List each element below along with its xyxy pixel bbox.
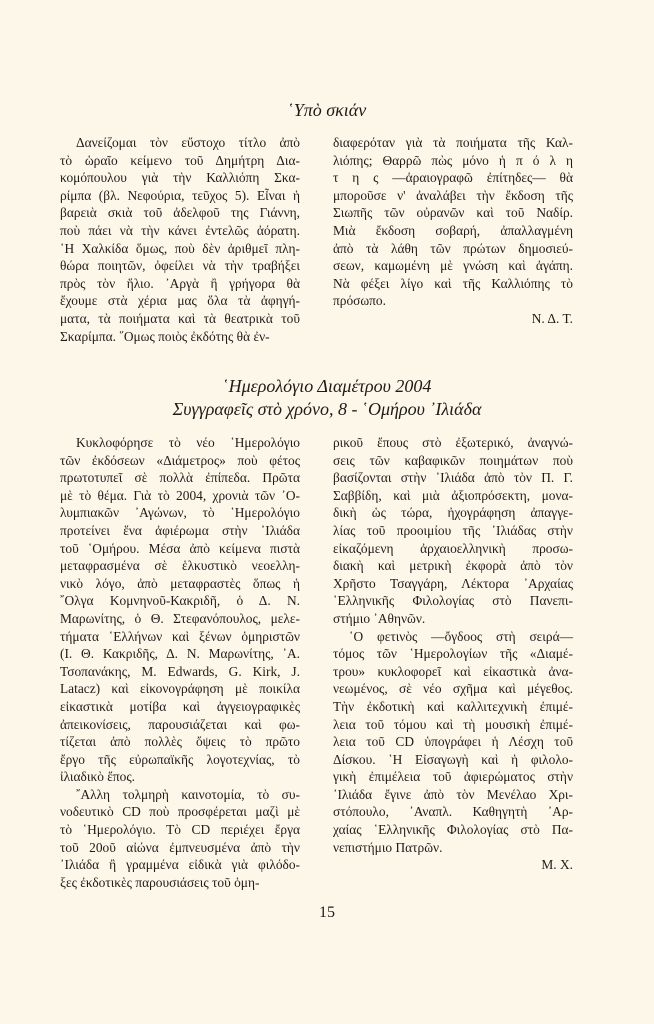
text-line: βασίζονται στὴν ᾿Ιλιάδα ἀπὸ τὸν Π. Γ. (333, 470, 573, 486)
text-line: ματα, τὰ ποιήματα καὶ τὰ θεατρικὰ τοῦ (60, 310, 300, 326)
article2-title-line2: Συγγραφεῖς στὸ χρόνο, 8 - ῾Ομήρου ᾿Ιλιάδα (172, 399, 482, 419)
article2-title-line1: ῾Ημερολόγιο Διαμέτρου 2004 (222, 376, 432, 396)
text-line: δικὴ ὡς τώρα, ἠχογράφηση ἀπαγγε- (333, 505, 573, 521)
text-line: μποροῦσε ν' ἀναλάβει τὴν ἔκδοση τῆς (333, 187, 573, 203)
article1-left-column (60, 134, 300, 345)
text-line: ῾Ελληνικῆς Φιλολογίας στὸ Πανεπι- (333, 593, 573, 609)
text-line: τοῦ ῾Ομήρου. Μέσα ἀπὸ κείμενα πιστὰ (60, 540, 300, 556)
text-line: λεια τοῦ τόμου καὶ τὴ μουσικὴ ἐπιμέ- (333, 716, 573, 732)
text-line: τήματα ῾Ελλήνων καὶ ξένων ὁμηριστῶν (60, 628, 300, 644)
text-line: ἔργο τῆς εὐρωπαϊκῆς λογοτεχνίας, τὸ (60, 751, 300, 767)
text-line: διακὴ καὶ μετρικὴ ἐκφορὰ ἀπὸ τὸν (333, 558, 573, 574)
text-line: ᾿Ιλιάδα ἔγινε ἀπὸ τὸν Μενέλαο Χρι- (333, 786, 573, 802)
text-line: τῶν ἐκδόσεων «Διάμετρος» ποὺ φέτος (60, 452, 300, 468)
text-line: μεταφρασμένα σὲ ἑλκυστικὸ νεοελλη- (60, 558, 300, 574)
text-line: νοδευτικὸ CD ποὺ προσφέρεται μαζὶ μὲ (60, 804, 300, 820)
article2-left-column (60, 434, 300, 891)
text-line: ῾Η Χαλκίδα ὅμως, ποὺ δὲν ἀριθμεῖ πλη- (60, 240, 300, 256)
text-line: εἰκαστικὰ μοτίβα καὶ ἀγγειογραφικὲς (60, 698, 300, 714)
text-line: χαίας ῾Ελληνικῆς Φιλολογίας στὸ Πα- (333, 822, 573, 838)
text-line: τρου» κυκλοφορεῖ καὶ εἰκαστικὰ ἀνα- (333, 663, 573, 679)
text-line: στόπουλο, ᾿Αναπλ. Καθηγητὴ ᾿Αρ- (333, 804, 573, 820)
text-line: Σαββίδη, καὶ μιὰ ἀξιοπρόσεκτη, μονα- (333, 487, 573, 503)
text-line: πρωτοτυπεῖ σὲ πολλὰ ἐπίπεδα. Πρῶτα (60, 470, 300, 486)
text-line: τίζεται ἀπὸ πολλὲς ὄψεις τὸ πρῶτο (60, 734, 300, 750)
text-line: ἔχουμε στὰ χέρια μας ὅλα τὰ ἀφηγή- (60, 293, 300, 309)
text-line: ῎Ολγα Κομνηνοῦ-Κακριδῆ, ὁ Δ. Ν. (60, 593, 300, 609)
text-line: πρὸς τὸν ἥλιο. ᾿Αργὰ ἢ γρήγορα θὰ (60, 275, 300, 291)
text-line: λυμπιακῶν ᾿Αγώνων, τὸ ῾Ημερολόγιο (60, 505, 300, 521)
text-line: σεις τῶν καβαφικῶν ποιημάτων ποὺ (333, 452, 573, 468)
article1-right-column (333, 134, 573, 328)
text-line: τόμος τῶν ῾Ημερολογίων τῆς «Διαμέ- (333, 646, 573, 662)
text-line: λιόπης; Θαρρῶ πὼς μόνο ἡ π ό λ η (333, 152, 573, 168)
text-line: ῾Ο φετινὸς —ὄγδοος στὴ σειρά— (349, 628, 573, 644)
text-line: (Ι. Θ. Κακριδῆς, Δ. Ν. Μαρωνίτης, ᾿Α. (60, 646, 300, 662)
text-line: λίας τοῦ προοιμίου τῆς ᾿Ιλιάδας στὴν (333, 522, 573, 538)
text-line: σεων, καμωμένη μὲ γνώση καὶ ἀγάπη. (333, 258, 573, 274)
author-signature: Ν. Δ. Τ. (531, 310, 573, 326)
text-line: στήμιο ᾿Αθηνῶν. (333, 610, 426, 626)
text-line: νεπιστήμιο Πατρῶν. (333, 839, 443, 855)
text-line: Χρῆστο Τσαγγάρη, Λέκτορα ᾿Αρχαίας (333, 575, 573, 591)
text-line: Μαρωνίτης, ὁ Θ. Στεφανόπουλος, μελε- (60, 610, 300, 626)
text-line: ρίμπα (βλ. Νεφούρια, τεῦχος 5). Εἶναι ἡ (60, 187, 300, 203)
text-line: μὲ τὸ θέμα. Γιὰ τὸ 2004, χρονιὰ τῶν ᾿Ο- (60, 487, 300, 503)
text-line: Σιωπῆς τῶν οὐρανῶν καὶ τοῦ Ναδίρ. (333, 205, 573, 221)
text-line: λεια τοῦ CD ὑπογράφει ἡ Λέσχη τοῦ (333, 734, 573, 750)
text-line: ἰλιαδικὸ ἔπος. (60, 769, 135, 785)
text-line: Μιὰ ἔκδοση σοβαρή, ἀπαλλαγμένη (333, 222, 573, 238)
text-line: Νὰ φέξει λίγο καὶ τῆς Καλλιόπης τὸ (333, 275, 573, 291)
text-line: νεωμένος, σὲ νέο σχῆμα καὶ μέγεθος. (333, 681, 573, 697)
text-line: θώρα ποιητῶν, ὀφείλει νὰ τὴν τραβήξει (60, 258, 300, 274)
text-line: ᾿Ιλιάδα ἢ γραμμένα εἰδικὰ γιὰ φιλόδο- (60, 857, 300, 873)
text-line: ῎Αλλη τολμηρὴ καινοτομία, τὸ συ- (76, 786, 300, 802)
text-line: ἀπεικονίσεις, παρουσιάζεται καὶ φω- (60, 716, 300, 732)
text-line: τοῦ 20οῦ αἰώνα ἐμπνευσμένα ἀπὸ τὴν (60, 839, 300, 855)
article1-title: ῾Υπὸ σκιάν (287, 100, 367, 120)
text-line: τ η ς —ἀραιογραφῶ ἐπίτηδες— θὰ (333, 170, 573, 186)
page-number: 15 (319, 904, 335, 921)
text-line: εἰκαζόμενη ἀρχαιοελληνικὴ προσω- (333, 540, 573, 556)
author-signature: Μ. Χ. (541, 857, 573, 873)
text-line: νικὸ λόγο, ἀπὸ μεταφραστὲς ὅπως ἡ (60, 575, 300, 591)
text-line: Δανείζομαι τὸν εὔστοχο τίτλο ἀπὸ (76, 135, 300, 150)
text-line: Τσοπανάκης, M. Edwards, G. Kirk, J. (60, 663, 300, 679)
text-line: τὸ ῾Ημερολόγιο. Τὸ CD περιέχει ἔργα (60, 822, 300, 838)
text-line: ξες ἐκδοτικὲς παρουσιάσεις τοῦ ὁμη- (60, 874, 260, 890)
text-line: Κυκλοφόρησε τὸ νέο ῾Ημερολόγιο (76, 435, 300, 450)
text-line: ποὺ πάει νὰ τὴν κάνει ἐντελῶς ἀόρατη. (60, 222, 300, 238)
text-line: Σκαρίμπα. ῞Ομως ποιὸς ἐκδότης θὰ ἐν- (60, 328, 270, 344)
text-line: Δίσκου. ῾Η Εἰσαγωγὴ καὶ ἡ φιλολο- (333, 751, 573, 767)
text-line: Τὴν ἐκδοτικὴ καὶ καλλιτεχνικὴ ἐπιμέ- (333, 698, 573, 714)
text-line: γικὴ ἐπιμέλεια τοῦ ἀφιερώματος στὴν (333, 769, 573, 785)
text-line: ρικοῦ ἔπους στὸ ἐξωτερικό, ἀναγνώ- (333, 435, 573, 450)
text-line: προτείνει ἕνα ἀφιέρωμα στὴν ᾿Ιλιάδα (60, 522, 300, 538)
text-line: διαφερόταν γιὰ τὰ ποιήματα τῆς Καλ- (333, 135, 573, 150)
text-line: πρόσωπο. (333, 293, 386, 309)
article2-right-column (333, 434, 573, 874)
text-line: τὸ ὡραῖο κείμενο τοῦ Δημήτρη Δια- (60, 152, 300, 168)
text-line: κομόπουλου γιὰ τὴν Καλλιόπη Σκα- (60, 170, 300, 186)
text-line: Latacz) καὶ εἰκονογράφηση μὲ ποικίλα (60, 681, 300, 697)
text-line: ἀπὸ τὰ λάθη τῶν πρώτων δημοσιεύ- (333, 240, 573, 256)
text-line: βαρειὰ σκιὰ τοῦ ἀδελφοῦ της Γιάννη, (60, 205, 300, 221)
